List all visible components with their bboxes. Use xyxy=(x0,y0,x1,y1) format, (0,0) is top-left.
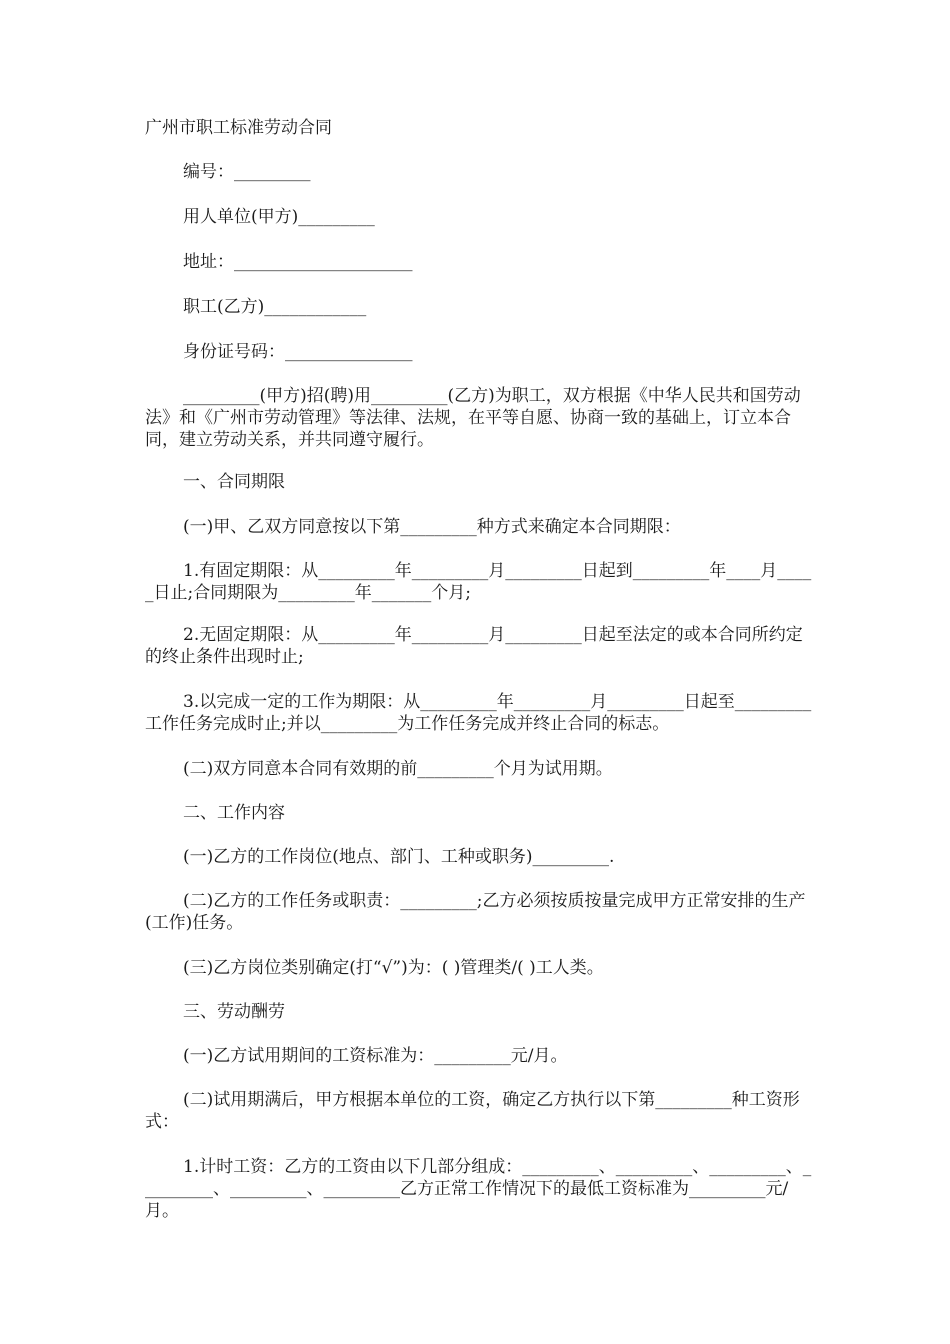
clause-work-post: (一)乙方的工作岗位(地点、部门、工种或职务)_________. xyxy=(183,847,615,867)
preamble-paragraph: _________(甲方)招(聘)用_________(乙方)为职工，双方根据《中华人民共和国劳动法》和《广州市劳动管理》等法律、法规，在平等自愿、协商一致的基础上，订立本合同，建立劳动关系，并共同遵守履行。 xyxy=(145,386,801,450)
clause-probation-wage: (一)乙方试用期间的工资标准为：_________元/月。 xyxy=(183,1046,568,1066)
contract-number-field: 编号：_________ xyxy=(183,162,311,182)
clause-wage-form: (二)试用期满后，甲方根据本单位的工资，确定乙方执行以下第_________种工资形式： xyxy=(145,1090,800,1132)
clause-term-method: (一)甲、乙双方同意按以下第_________种方式来确定本合同期限： xyxy=(183,517,681,537)
section-heading-term: 一、合同期限 xyxy=(183,472,285,492)
id-number-field: 身份证号码：_______________ xyxy=(183,342,413,362)
clause-post-category: (三)乙方岗位类别确定(打“√”)为：( )管理类/( )工人类。 xyxy=(183,958,604,978)
clause-task-term: 3.以完成一定的工作为期限：从_________年_________月_________日起至_________工作任务完成时止;并以_________为工作任务完成并终止合同的标志。 xyxy=(145,692,812,734)
employee-field: 职工(乙方)____________ xyxy=(183,297,367,317)
clause-open-term: 2.无固定期限：从_________年_________月_________日起至法定的或本合同所约定的终止条件出现时止; xyxy=(145,625,803,667)
clause-fixed-term: 1.有固定期限：从_________年_________月_________日起到_________年____月_____日止;合同期限为_________年_______个月; xyxy=(145,561,812,603)
employer-field: 用人单位(甲方)_________ xyxy=(183,207,375,227)
clause-work-duties: (二)乙方的工作任务或职责：_________;乙方必须按质按量完成甲方正常安排的生产(工作)任务。 xyxy=(145,891,806,933)
section-heading-work: 二、工作内容 xyxy=(183,803,285,823)
clause-probation: (二)双方同意本合同有效期的前_________个月为试用期。 xyxy=(183,759,613,779)
section-heading-pay: 三、劳动酬劳 xyxy=(183,1002,285,1022)
address-field: 地址：_____________________ xyxy=(183,252,413,272)
clause-time-wage: 1.计时工资：乙方的工资由以下几部分组成：_________、_________、_________、_________、_________、_________乙方正常工作情况下的最低工资标准为_________元/月。 xyxy=(145,1157,812,1221)
document-title: 广州市职工标准劳动合同 xyxy=(145,118,332,138)
